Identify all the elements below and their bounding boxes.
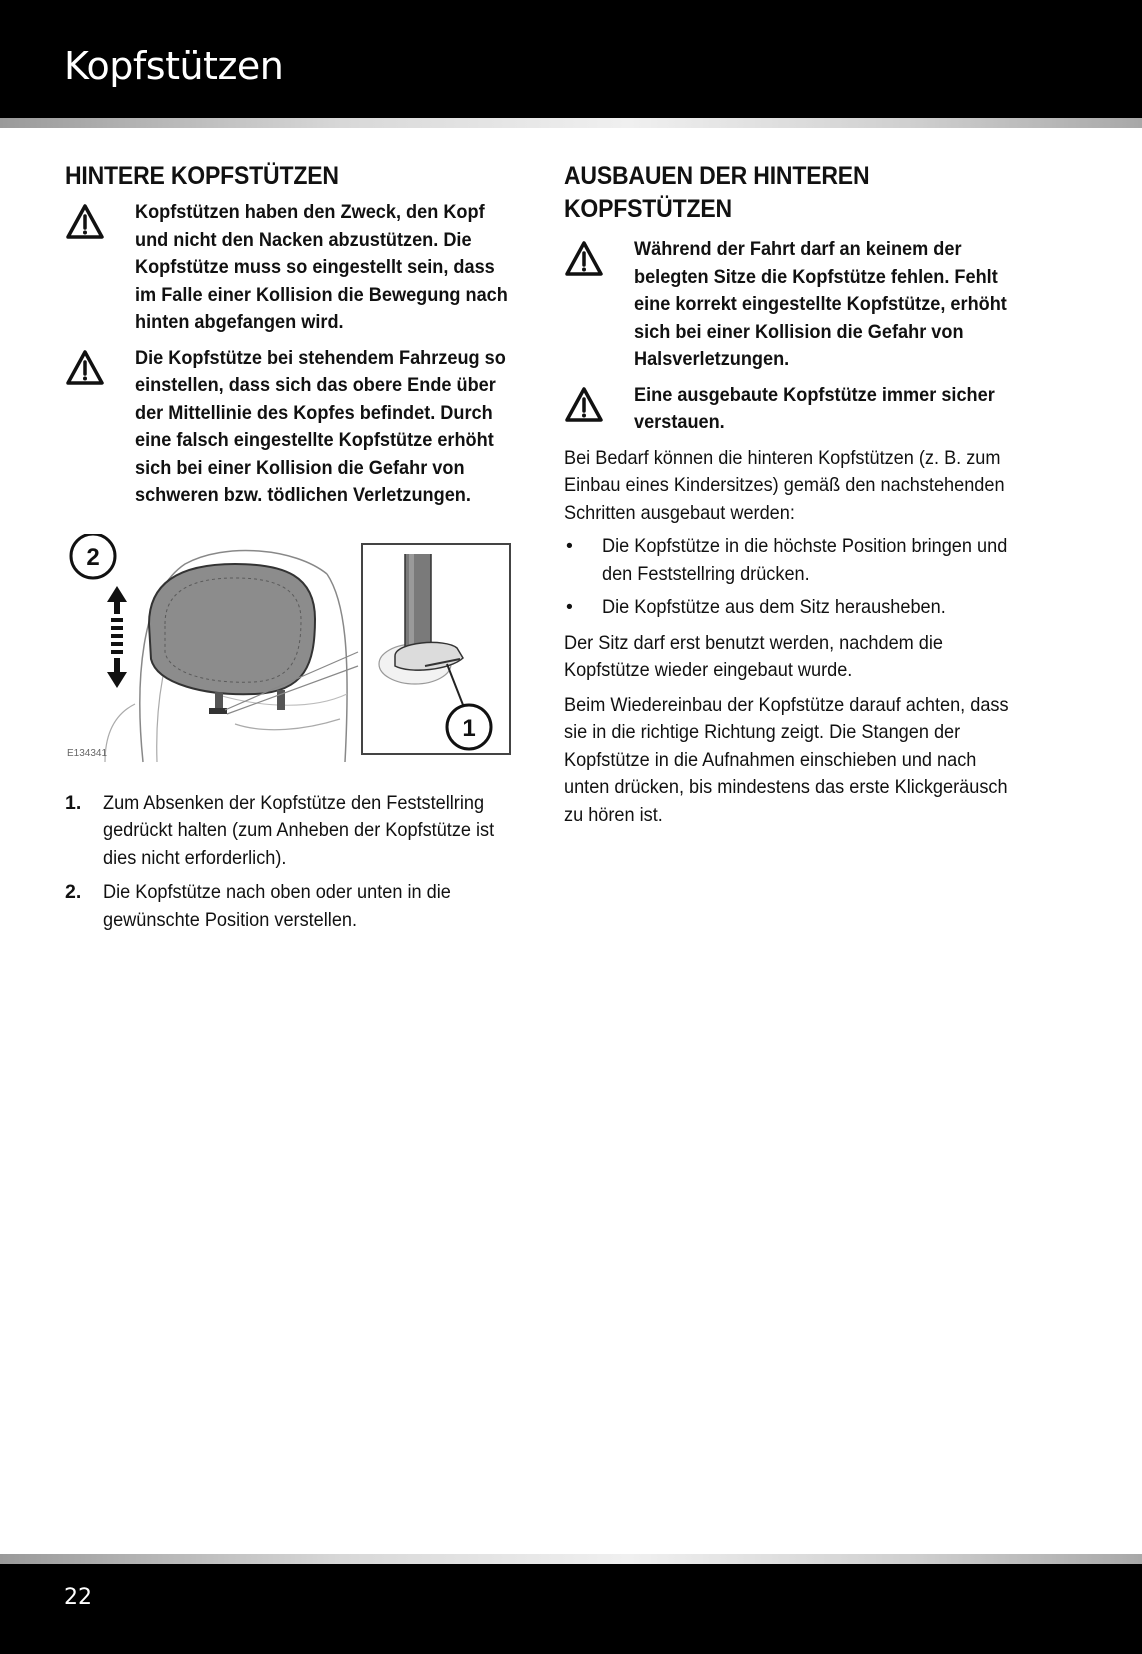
warning-block [65,345,515,510]
right-column [564,160,1024,829]
callout-2-label: 2 [86,543,100,571]
warning-block [564,382,1024,437]
warning-triangle-icon [65,203,105,241]
bullet-text: Die Kopfstütze in die höchste Position bringen und den Feststellring drücken. [602,535,1008,585]
bullet-symbol: • [566,596,573,618]
reuse-note: Der Sitz darf erst benutzt werden, nachdem die Kopfstütze wieder eingebaut wurde. [564,631,944,681]
page-footer [0,1564,1142,1654]
page-number: 22 [64,1585,92,1610]
section-heading-removal-line1: AUSBAUEN DER HINTEREN [564,162,870,190]
left-column [65,160,515,941]
warning-text: Kopfstützen haben den Zweck, den Kopf und nicht den Nacken abzustützen. Die Kopfstütze muss so eingestellt sein, dass im Falle einer Kollision die Bewegung nach hinten abgefangen wird. [135,201,508,333]
list-item [65,790,515,873]
warning-triangle-icon [564,240,604,278]
section-heading-removal-line2: KOPFSTÜTZEN [564,195,732,223]
section-heading-rear-headrests: HINTERE KOPFSTÜTZEN [65,162,339,190]
step-text: Die Kopfstütze nach oben oder unten in die gewünschte Position verstellen. [103,881,451,931]
bullet-text: Die Kopfstütze aus dem Sitz herausheben. [602,596,946,618]
warning-triangle-icon [65,349,105,387]
warning-triangle-icon [564,386,604,424]
removal-bullets [564,533,1024,622]
list-item [564,533,1024,588]
warning-text: Eine ausgebaute Kopfstütze immer sicher verstauen. [634,383,995,433]
list-item [65,879,515,934]
step-number: 2. [65,881,82,903]
figure-reference-code: E134341 [67,747,108,759]
adjustment-steps [65,790,515,935]
warning-text: Während der Fahrt darf an keinem der belegten Sitze die Kopfstütze fehlen. Fehlt eine korrekt eingestellte Kopfstütze, erhöht sich bei einer Kollision die Gefahr von Halsverletzungen. [634,238,1007,370]
list-item [564,594,1024,622]
step-text: Zum Absenken der Kopfstütze den Feststellring gedrückt halten (zum Anheben der Kopfstütze ist dies nicht erforderlich). [103,791,495,869]
step-number: 1. [65,791,82,814]
warning-block [65,199,515,337]
headrest-illustration [65,534,515,764]
footer-divider [0,1554,1142,1564]
header-divider [0,118,1142,128]
page-title: Kopfstützen [64,44,284,88]
reinstall-note: Beim Wiedereinbau der Kopfstütze darauf achten, dass sie in die richtige Richtung zeigt. Die Stangen der Kopfstütze in die Aufnahmen einschieben und nach unten drücken, bis mindestens das erste Klickgeräusch zu hören ist. [564,693,1009,826]
warning-block [564,236,1024,374]
bullet-symbol: • [566,535,573,557]
page-header [0,0,1142,118]
callout-1-label: 1 [462,714,476,742]
warning-text: Die Kopfstütze bei stehendem Fahrzeug so einstellen, dass sich das obere Ende über der Mittellinie des Kopfes befindet. Durch eine falsch eingestellte Kopfstütze erhöht sich bei einer Kollision die Gefahr von schweren bzw. tödlichen Verletzungen. [135,346,506,506]
headrest-diagram [65,534,515,764]
removal-intro: Bei Bedarf können die hinteren Kopfstützen (z. B. zum Einbau eines Kindersitzes) gemäß den nachstehenden Schritten ausgebaut werden: [564,446,1005,524]
